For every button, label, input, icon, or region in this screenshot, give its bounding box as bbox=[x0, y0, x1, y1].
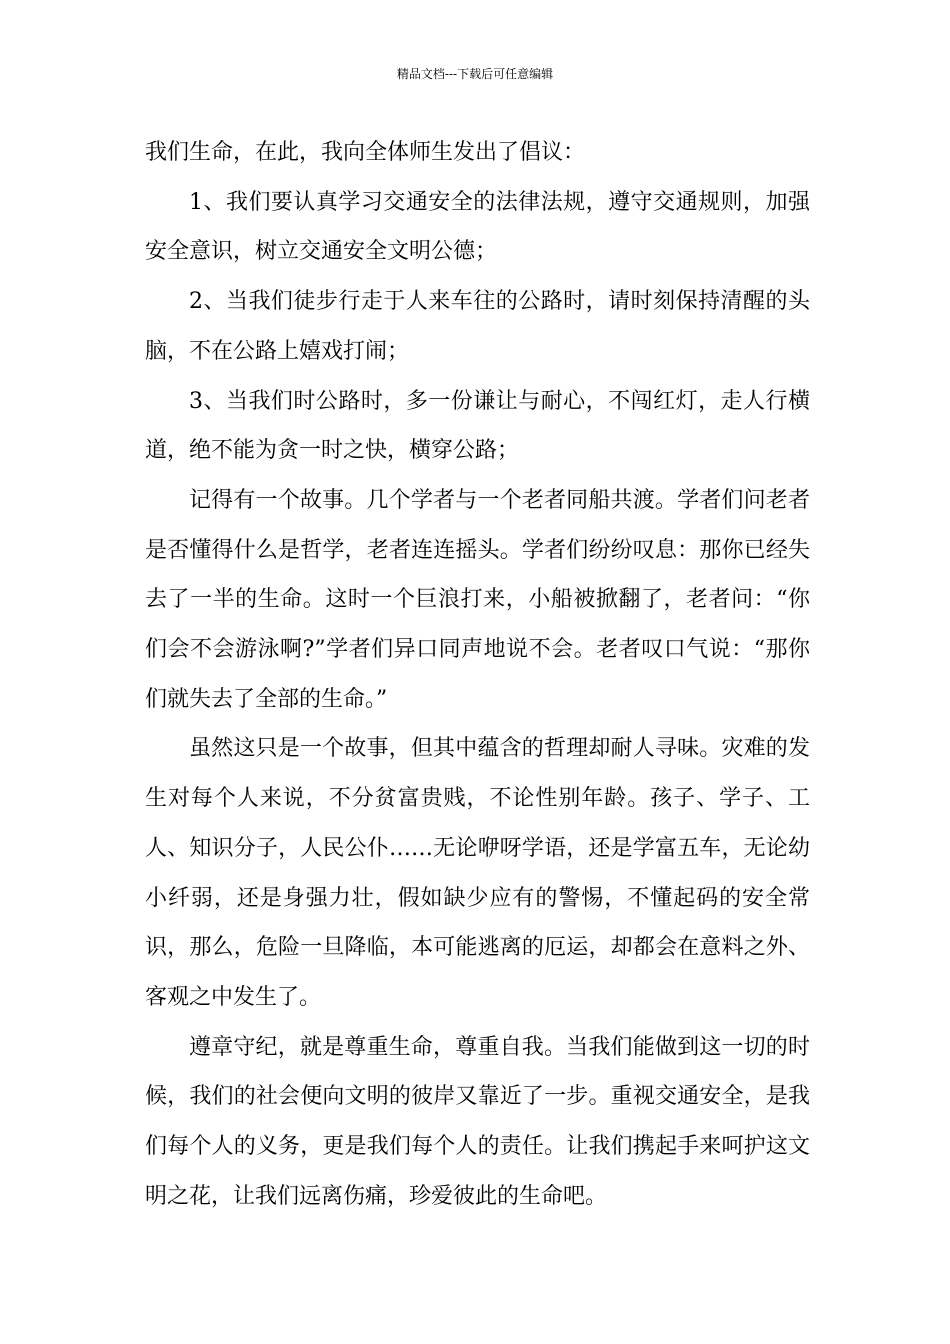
paragraph-intro: 我们生命，在此，我向全体师生发出了倡议： bbox=[145, 140, 586, 165]
paragraph-item-2: 2、当我们徒步行走于人来车往的公路时，请时刻保持清醒的头脑，不在公路上嬉戏打闹； bbox=[145, 289, 810, 364]
page-header: 精品文档---下载后可任意编辑 bbox=[396, 67, 554, 81]
paragraph-story: 记得有一个故事。几个学者与一个老者同船共渡。学者们问老者是否懂得什么是哲学，老者连连摇头。学者们纷纷叹息：那你已经失去了一半的生命。这时一个巨浪打来，小船被掀翻了，老者问：“你们会不会游泳啊?”学者们异口同声地说不会。老者叹口气说：“那你们就失去了全部的生命。” bbox=[145, 487, 810, 712]
paragraph-reflection: 虽然这只是一个故事，但其中蕴含的哲理却耐人寻味。灾难的发生对每个人来说，不分贫富贵贱，不论性别年龄。孩子、学子、工人、知识分子，人民公仆……无论咿呀学语，还是学富五车，无论幼小纤弱，还是身强力壮，假如缺少应有的警惕，不懂起码的安全常识，那么，危险一旦降临，本可能逃离的厄运，却都会在意料之外、客观之中发生了。 bbox=[145, 736, 810, 1010]
paragraph-conclusion: 遵章守纪，就是尊重生命，尊重自我。当我们能做到这一切的时候，我们的社会便向文明的彼岸又靠近了一步。重视交通安全，是我们每个人的义务，更是我们每个人的责任。让我们携起手来呵护这文明之花，让我们远离伤痛，珍爱彼此的生命吧。 bbox=[145, 1034, 810, 1209]
paragraph-item-1: 1、我们要认真学习交通安全的法律法规，遵守交通规则，加强安全意识，树立交通安全文明公德； bbox=[145, 189, 810, 265]
paragraph-item-3: 3、当我们时公路时，多一份谦让与耐心，不闯红灯，走人行横道，绝不能为贪一时之快，横穿公路； bbox=[145, 388, 810, 464]
document-body bbox=[145, 128, 810, 1221]
